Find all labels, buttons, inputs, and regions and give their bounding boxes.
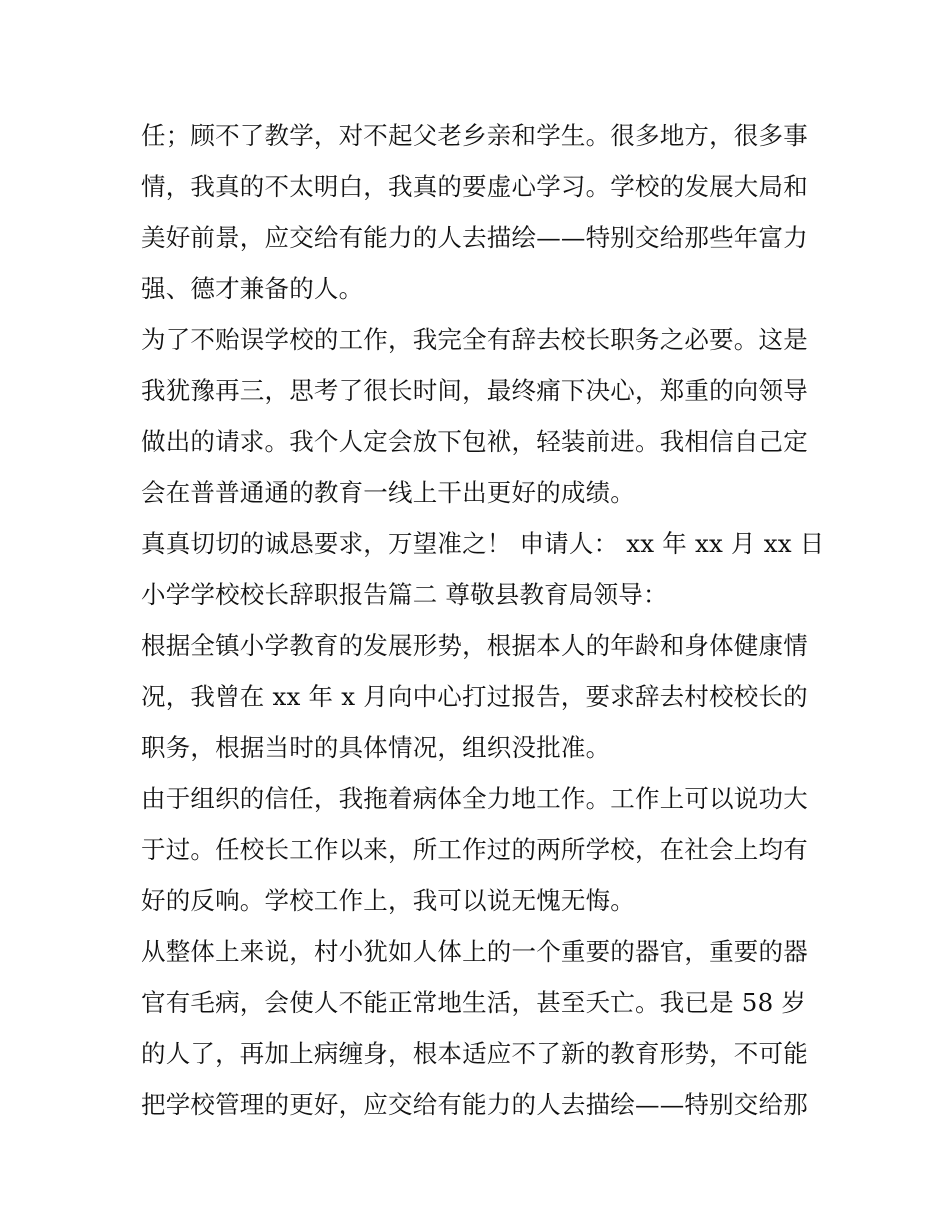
text-line: 做出的请求。我个人定会放下包袱，轻装前进。我相信自己定 bbox=[141, 427, 808, 456]
text-line: 官有毛病，会使人不能正常地生活，甚至夭亡。我已是 58 岁 bbox=[141, 988, 807, 1017]
document-body bbox=[141, 110, 825, 1130]
text-line: 任；顾不了教学，对不起父老乡亲和学生。很多地方，很多事 bbox=[141, 121, 808, 150]
text-line: 为了不贻误学校的工作，我完全有辞去校长职务之必要。这是 bbox=[141, 325, 808, 354]
text-line: 把学校管理的更好，应交给有能力的人去描绘——特别交给那 bbox=[141, 1090, 808, 1119]
text-line: 情，我真的不太明白，我真的要虚心学习。学校的发展大局和 bbox=[141, 172, 808, 201]
text-line: 会在普普通通的教育一线上干出更好的成绩。 bbox=[141, 478, 635, 507]
text-line: 我犹豫再三，思考了很长时间，最终痛下决心，郑重的向领导 bbox=[141, 376, 808, 405]
text-line: 由于组织的信任，我拖着病体全力地工作。工作上可以说功大 bbox=[141, 784, 808, 813]
text-line: 真真切切的诚恳要求，万望准之！ 申请人： xx 年 xx 月 xx 日 bbox=[141, 529, 825, 558]
text-line: 根据全镇小学教育的发展形势，根据本人的年龄和身体健康情 bbox=[141, 631, 808, 660]
text-line: 从整体上来说，村小犹如人体上的一个重要的器官，重要的器 bbox=[141, 937, 808, 966]
text-line: 强、德才兼备的人。 bbox=[141, 274, 364, 303]
section-heading-line: 小学学校校长辞职报告篇二 尊敬县教育局领导： bbox=[141, 580, 668, 609]
text-line: 于过。任校长工作以来，所工作过的两所学校，在社会上均有 bbox=[141, 835, 808, 864]
text-line: 美好前景，应交给有能力的人去描绘——特别交给那些年富力 bbox=[141, 223, 808, 252]
text-line: 好的反响。学校工作上，我可以说无愧无悔。 bbox=[141, 886, 635, 915]
text-line: 职务，根据当时的具体情况，组织没批准。 bbox=[141, 733, 611, 762]
text-line: 况，我曾在 xx 年 x 月向中心打过报告，要求辞去村校校长的 bbox=[141, 682, 808, 711]
text-line: 的人了，再加上病缠身，根本适应不了新的教育形势，不可能 bbox=[141, 1039, 808, 1068]
